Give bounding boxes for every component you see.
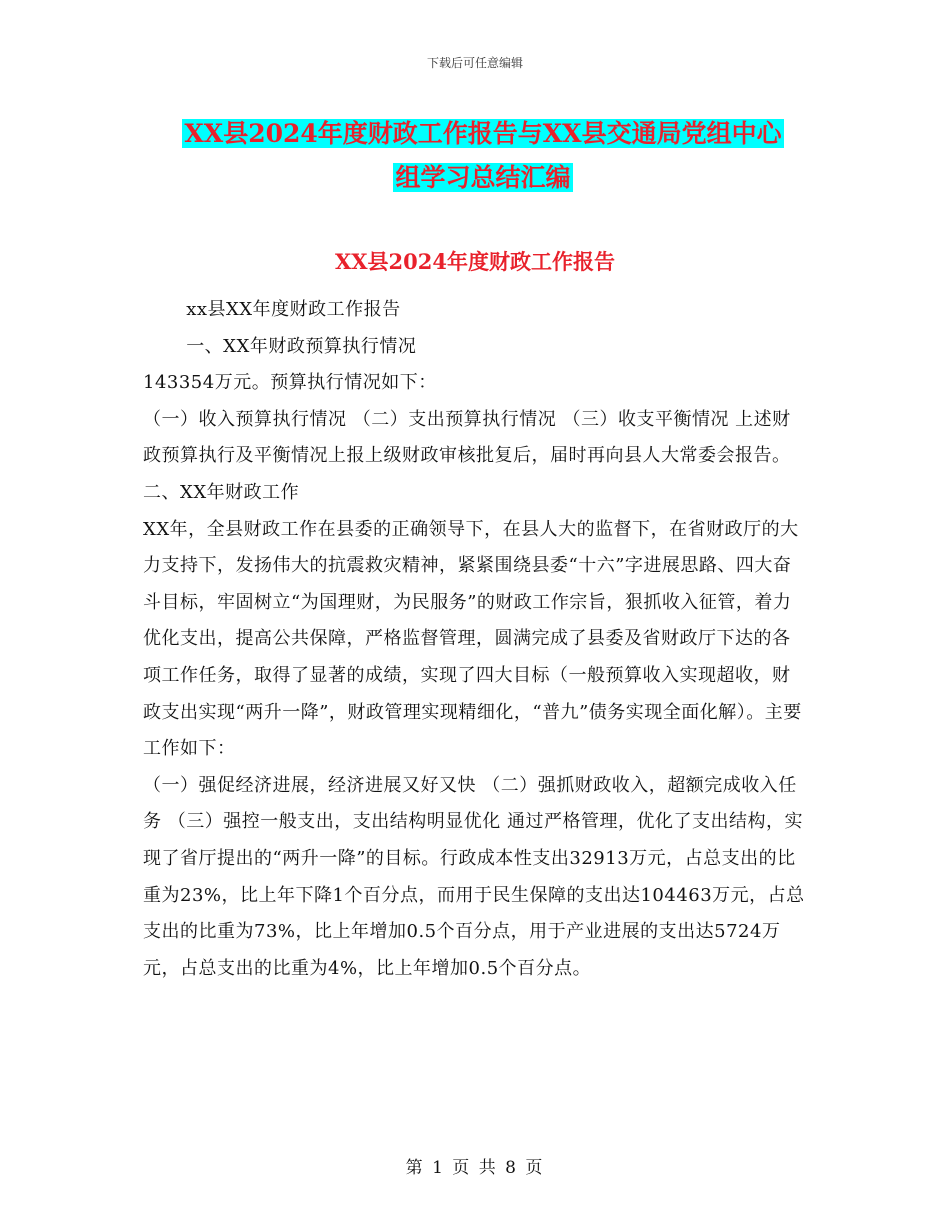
page-footer: 第 1 页 共 8 页 (405, 1158, 545, 1178)
heading-budget-execution: 一、XX年财政预算执行情况 (186, 335, 417, 357)
header-note: 下载后可任意编辑 (426, 56, 523, 70)
document-title-line-2: 组学习总结汇编 (395, 163, 571, 192)
paragraph-finance-work: XX年，全县财政工作在县委的正确领导下，在县人大的监督下，在省财政厅的大力支持下，发扬伟大的抗震救灾精神，紧紧围绕县委“十六”字进展思路、四大奋斗目标，牢固树立“为国理财，为民服务”的财政工作宗旨，狠抓收入征管，着力优化支出，提高公共保障，严格监督管理，圆满完成了县委及省财政厅下达的各项工作任务，取得了显著的成绩，实现了四大目标（一般预算收入实现超收，财政支出实现“两升一降”，财政管理实现精细化，“普九”债务实现全面化解）。主要工作如下： (143, 518, 802, 760)
paragraph-main-work-items: （一）强促经济进展，经济进展又好又快 （二）强抓财政收入，超额完成收入任务 （三）强控一般支出，支出结构明显优化 通过严格管理，优化了支出结构，实现了省厅提出的“两升一降”的目标。行政成本性支出32913万元，占总支出的比重为23%，比上年下降1个百分点，而用于民生保障的支出达104463万元，占总支出的比重为73%，比上年增加0.5个百分点，用于产业进展的支出达5724万元，占总支出的比重为4%，比上年增加0.5个百分点。 (143, 774, 805, 979)
paragraph-budget-total: 143354万元。预算执行情况如下： (143, 372, 437, 394)
document-body (143, 292, 808, 987)
section-title: XX县2024年度财政工作报告 (334, 249, 616, 274)
paragraph-report-name: xx县XX年度财政工作报告 (186, 299, 401, 320)
document-title-line-1: XX县2024年度财政工作报告与XX县交通局党组中心 (184, 119, 782, 148)
heading-finance-work: 二、XX年财政工作 (143, 481, 300, 503)
paragraph-budget-items: （一）收入预算执行情况 （二）支出预算执行情况 （三）收支平衡情况 上述财政预算执行及平衡情况上报上级财政审核批复后，届时再向县人大常委会报告。 (143, 408, 791, 467)
document-title (143, 112, 823, 200)
